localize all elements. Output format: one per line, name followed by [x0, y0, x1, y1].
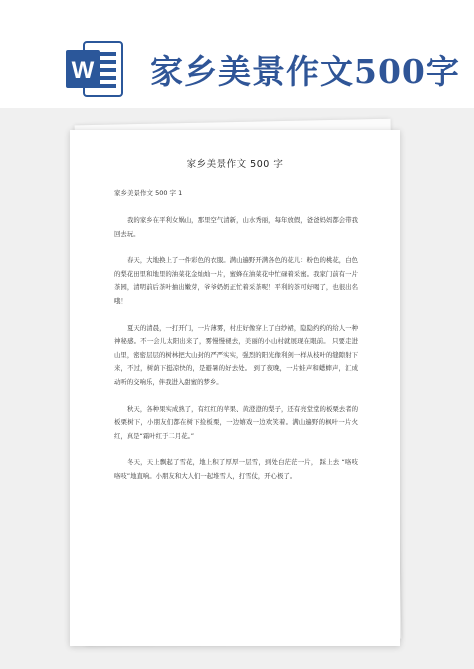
paragraph-intro: 我的家乡在平利女娲山，那里空气清新，山水秀丽，每年放假，爸爸妈妈都会带我回去玩。	[114, 216, 358, 238]
paragraph-spring: 春天，大地换上了一件彩色的衣服。满山遍野开满各色的花儿：粉色的桃花，白色的梨花田里和地里的油菜花金灿灿一片，蜜蜂在油菜花中忙碌着采蜜。我家门前有一片茶园，清明前后茶叶抽出嫩芽，爷爷奶奶正忙着采茶呢！平利的茶可好喝了，也很出名哦！	[114, 256, 358, 305]
app-letter: W	[71, 57, 95, 84]
paragraph-autumn: 秋天，各种果实成熟了，有红红的苹果、黄澄澄的梨子，还有亮堂堂的板栗去者的板栗树下，小朋友们都在树下捡板栗，一边嬉戏一边欢笑着。满山遍野的枫叶一片火红，真是“霜叶红于二月花。”	[114, 404, 358, 440]
paragraph-summer: 夏天的清晨，一打开门，一片薄雾，村庄好像穿上了白纱裙，隐隐约约的给人一种神秘感。不一会儿太阳出来了，雾慢慢褪去，美丽的小山村就展现在眼前。 只要走进山里，密密层层的树林把大山封的严严实实，强烈的阳光像利剑一样从枝叶的缝隙射下来，不过，树荫下挺凉快的，是避暑的好去处。 到了夜晚，一片蛙声和蟋蟀声，汇成动听的交响乐，伴我进入甜蜜的梦乡。	[114, 323, 358, 386]
document-title: 家乡美景作文 500 字	[186, 159, 284, 170]
paragraph-winter: 冬天，天上飘起了雪花，地上积了厚厚一层雪，到处白茫茫一片， 踩上去 “咯吱咯吱”地直响。小朋友和大人们一起堆雪人，打雪仗，开心极了。	[114, 458, 358, 480]
banner-title: 家乡美景作文500字	[150, 52, 460, 91]
document-subtitle: 家乡美景作文 500 字 1	[114, 189, 183, 197]
document-body	[114, 214, 358, 497]
banner	[0, 0, 474, 112]
document-page	[70, 130, 400, 646]
word-document-icon	[64, 40, 124, 98]
